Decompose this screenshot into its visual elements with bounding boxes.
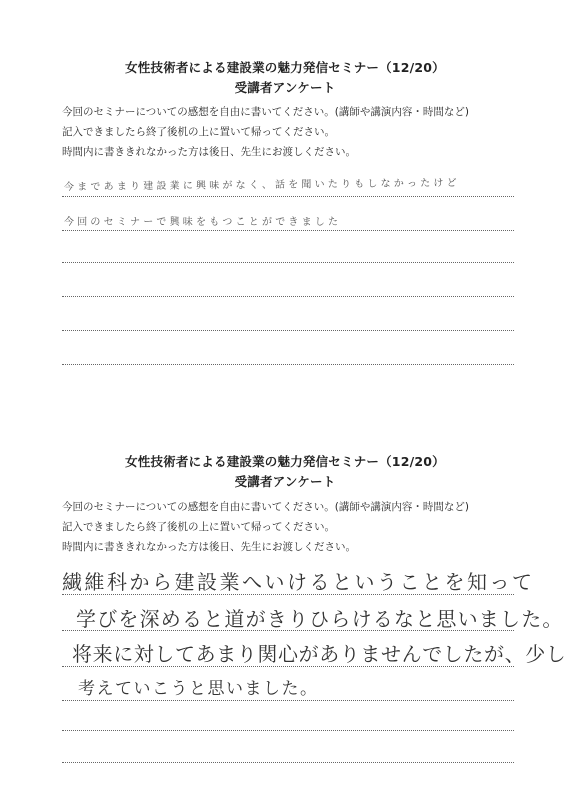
handwritten-response-line: 考えていこうと思いました。 [78,679,319,699]
answer-line [62,700,514,701]
survey-subtitle: 受講者アンケート [234,80,336,95]
answer-line [62,762,514,763]
answer-line [62,230,514,231]
handwritten-response-line: 繊維科から建設業へいけるということを知って [62,570,535,594]
answer-line [62,196,514,197]
instruction-line: 記入できましたら終了後机の上に置いて帰ってください。 [62,126,335,138]
handwritten-response-line: 今まであまり建設業に興味がなく、話を聞いたりもしなかったけど [63,177,460,193]
answer-line [62,330,514,331]
instruction-line: 時間内に書ききれなかった方は後日、先生にお渡しください。 [62,146,356,158]
answer-line [62,364,514,365]
answer-line [62,296,514,297]
answer-line [62,262,514,263]
instruction-line: 記入できましたら終了後机の上に置いて帰ってください。 [62,521,335,533]
survey-title: 女性技術者による建設業の魅力発信セミナー（12/20） [125,60,445,75]
answer-line [62,594,514,595]
handwritten-response-line: 将来に対してあまり関心がありませんでしたが、少し [72,642,567,666]
survey-title: 女性技術者による建設業の魅力発信セミナー（12/20） [125,454,445,469]
handwritten-response-line: 今回のセミナーで興味をもつことができました [64,217,342,228]
handwritten-response-line: 学びを深めると道がきりひらけるなと思いました。 [76,607,564,631]
instruction-line: 今回のセミナーについての感想を自由に書いてください。(講師や講演内容・時間など) [62,106,469,118]
answer-line [62,666,514,667]
answer-line [62,730,514,731]
instruction-line: 時間内に書ききれなかった方は後日、先生にお渡しください。 [62,541,356,553]
survey-subtitle: 受講者アンケート [234,474,336,489]
survey-sheet-2 [0,400,570,806]
survey-sheet-1 [0,0,570,400]
instruction-line: 今回のセミナーについての感想を自由に書いてください。(講師や講演内容・時間など) [62,501,469,513]
answer-line [62,630,514,631]
